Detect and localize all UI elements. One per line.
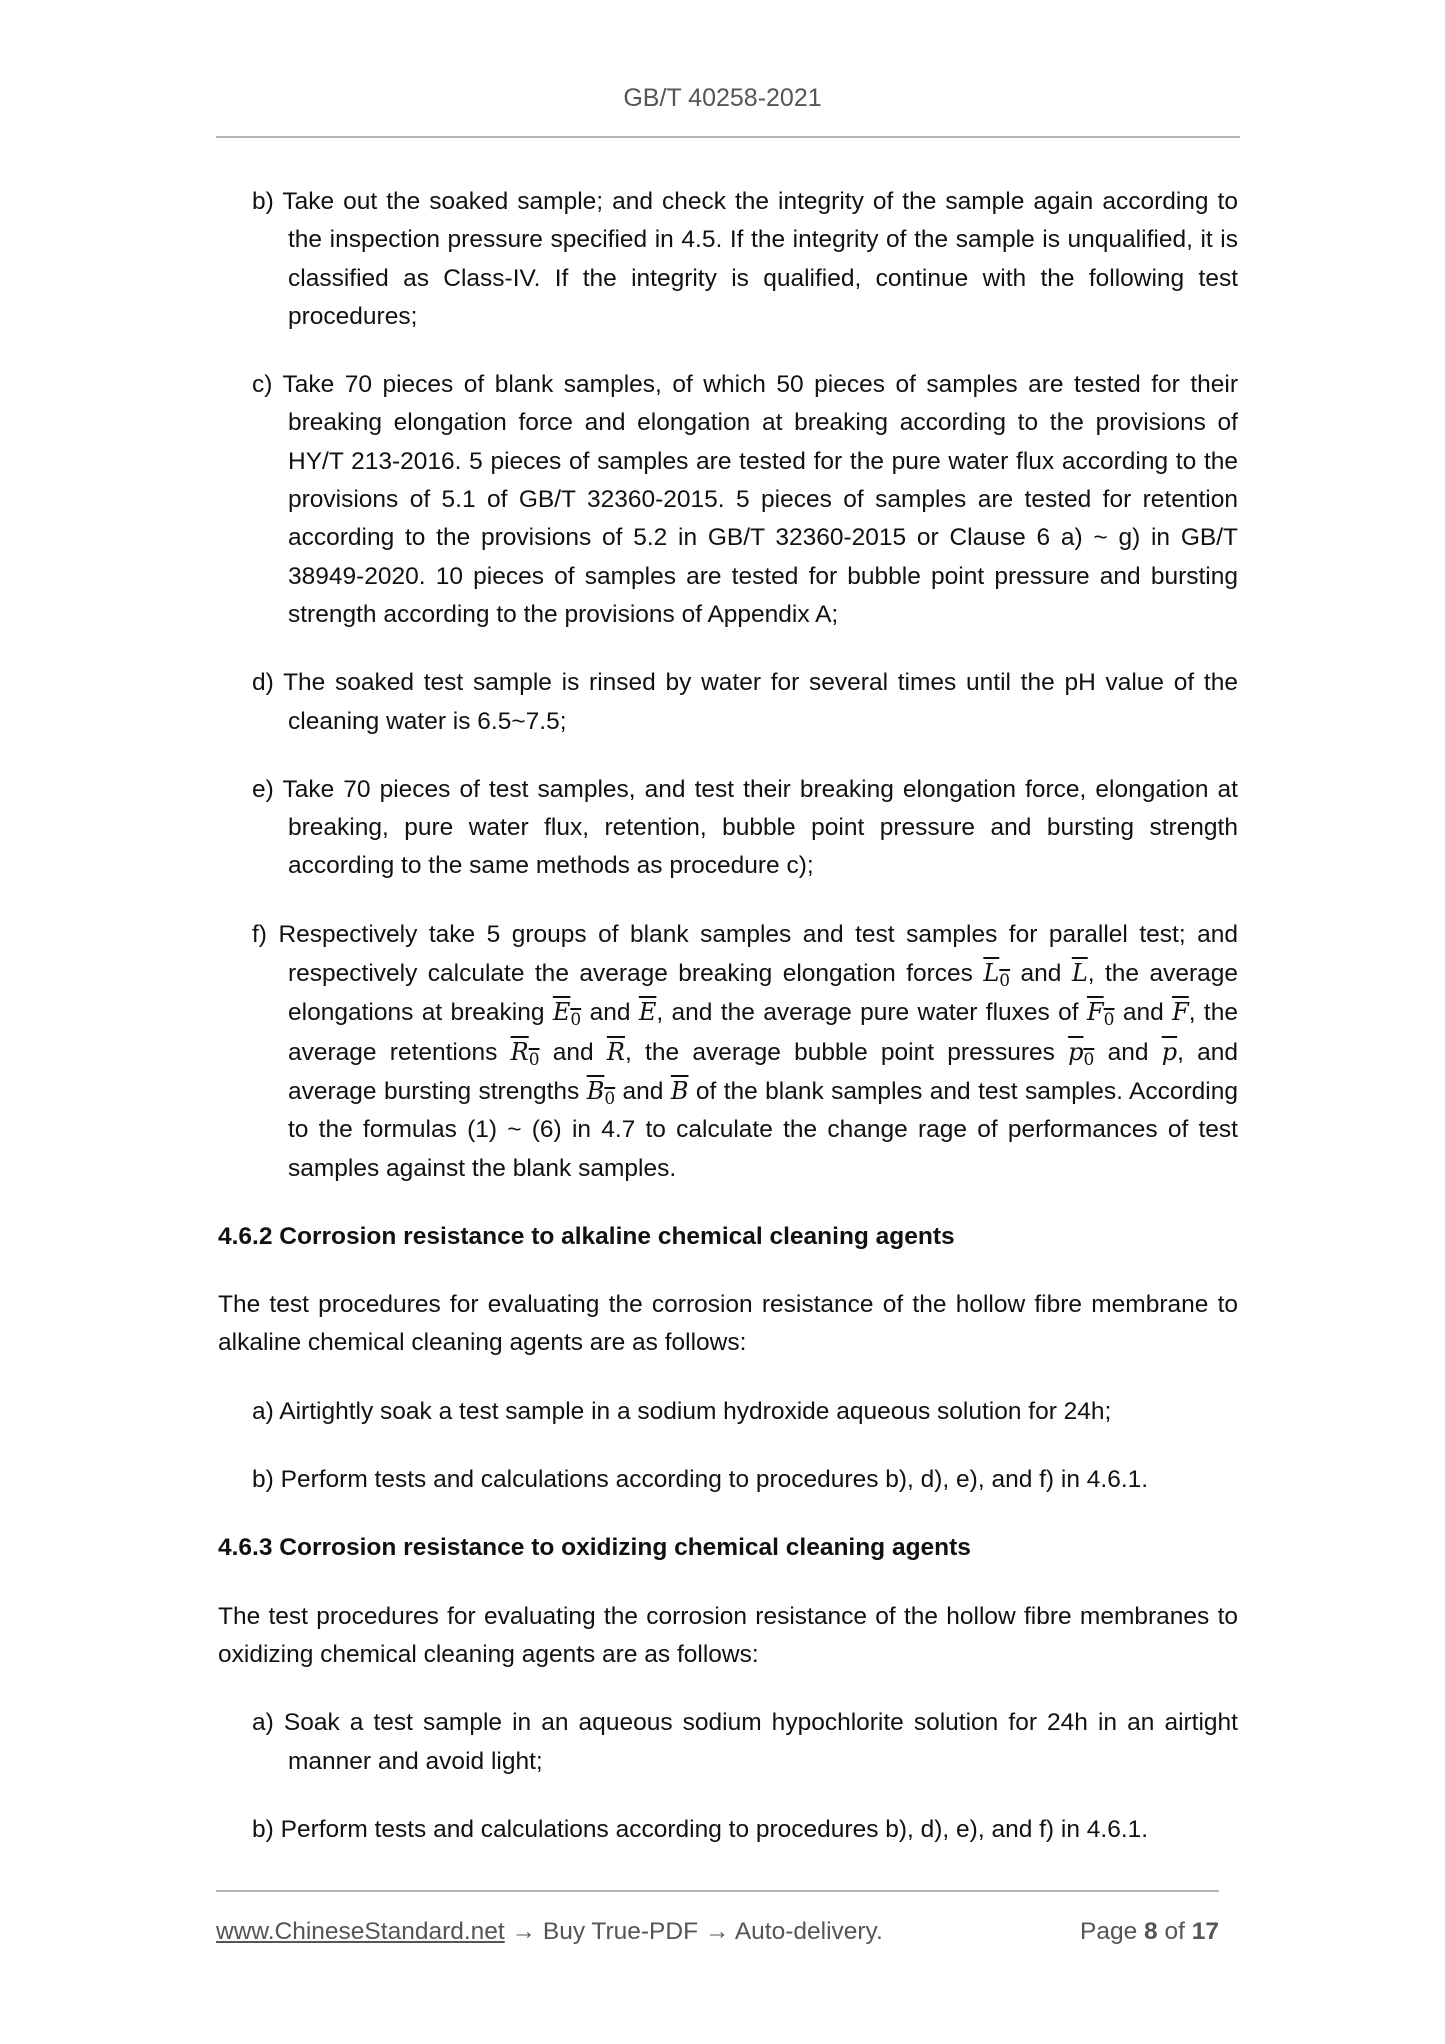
- footer-divider: [216, 1890, 1219, 1892]
- math-R0-bar: $R_0$: [510, 1037, 540, 1070]
- page-number: Page 8 of 17: [1080, 1918, 1219, 1945]
- header-divider: [216, 136, 1240, 138]
- document-code-header: GB/T 40258-2021: [623, 84, 822, 112]
- item-text: Respectively take 5 groups of blank samples and test samples for parallel test; and respectively calculate the average breaking elongation forces: [278, 920, 1238, 988]
- list-item-e: [218, 771, 1238, 886]
- step-4-6-2-b: b) Perform tests and calculations according to procedures b), d), e), and f) in 4.6.1.: [252, 1466, 1149, 1494]
- item-text: Take out the soaked sample; and check the integrity of the sample again according to the inspection pressure specified in 4.5. If the integrity of the sample is unqualified, it is classified as Class-IV. If the integrity is qualified, continue with the following test procedures;: [282, 188, 1238, 330]
- item-text: Take 70 pieces of blank samples, of which 50 pieces of samples are tested for their breaking elongation force and elongation at breaking according to the provisions of HY/T 213-2016. 5 pieces of samples are tested for the pure water flux according to the provisions of 5.1 of GB/T 32360-2015. 5 pieces of samples are tested for retention according to the provisions of 5.2 in GB/T 32360-2015 or Clause 6 a) ~ g) in GB/T 38949-2020. 10 pieces of samples are tested for bubble point pressure and bursting strength according to the provisions of Appendix A;: [282, 371, 1238, 628]
- math-p-bar: $\overline{p}$: [1161, 1037, 1178, 1066]
- section-intro-4-6-2: The test procedures for evaluating the corrosion resistance of the hollow fibre membrane to alkaline chemical cleaning agents are as follows:: [218, 1291, 1238, 1357]
- section-heading-4-6-3: 4.6.3 Corrosion resistance to oxidizing chemical cleaning agents: [218, 1534, 971, 1562]
- math-B0-bar: $B_0$: [586, 1076, 616, 1109]
- item-label: f): [252, 920, 267, 948]
- math-B-bar: $\overline{B}$: [670, 1076, 689, 1105]
- step-4-6-3-b: b) Perform tests and calculations according to procedures b), d), e), and f) in 4.6.1.: [252, 1815, 1149, 1843]
- footer-promo: [216, 1918, 883, 1946]
- math-E0-bar: $E_0$: [552, 998, 582, 1031]
- page-current: 8: [1144, 1918, 1158, 1945]
- item-label: e): [252, 775, 274, 803]
- list-item-b: [218, 183, 1238, 336]
- page-content: [218, 183, 1238, 1879]
- list-item-d: [218, 664, 1238, 741]
- section-heading-4-6-2: 4.6.2 Corrosion resistance to alkaline chemical cleaning agents: [218, 1222, 955, 1250]
- item-text: Take 70 pieces of test samples, and test their breaking elongation force, elongation at breaking, pure water flux, retention, bubble point pressure and bursting strength according to the same methods as procedure c);: [282, 775, 1238, 880]
- math-R-bar: $\overline{R}$: [606, 1037, 625, 1066]
- page-total: 17: [1191, 1918, 1219, 1945]
- list-item-f: f) Respectively take 5 groups of blank samples and test samples for parallel test; and respectively calculate the average breaking elongation forces $L_0$ and $\overline{L}$, the average elongations at breaking $E_0$ and $\overline{E}$, and the average pure water fluxes of $F_0$ and $\overline{F}$, the average retentions $R_0$ and $\overline{R}$, the average bubble point pressures $p_0$ and $\overline{p}$, and average bursting strengths $B_0$ and $\overline{B}$ of the blank samples and test samples. According to the formulas (1) ~ (6) in 4.7 to calculate the change rage of performances of test samples against the blank samples.: [252, 920, 1239, 1182]
- math-E-bar: $\overline{E}$: [638, 998, 657, 1027]
- math-F-bar: $\overline{F}$: [1172, 998, 1189, 1027]
- math-L0-bar: $L_0$: [983, 959, 1011, 992]
- step-4-6-2-a: a) Airtightly soak a test sample in a sodium hydroxide aqueous solution for 24h;: [252, 1397, 1112, 1425]
- step-4-6-3-a: a) Soak a test sample in an aqueous sodium hypochlorite solution for 24h in an airtight manner and avoid light;: [252, 1709, 1238, 1775]
- math-F0-bar: $F_0$: [1086, 998, 1115, 1031]
- list-item-c: [218, 366, 1238, 634]
- section-intro-4-6-3: The test procedures for evaluating the corrosion resistance of the hollow fibre membranes to oxidizing chemical cleaning agents are as follows:: [218, 1602, 1238, 1668]
- item-label: c): [252, 371, 273, 399]
- item-label: d): [252, 669, 274, 697]
- item-text: The soaked test sample is rinsed by water for several times until the pH value of the cleaning water is 6.5~7.5;: [283, 669, 1238, 735]
- chinesestandard-link[interactable]: www.ChineseStandard.net: [216, 1918, 505, 1945]
- math-p0-bar: $p_0$: [1068, 1037, 1095, 1070]
- item-label: b): [252, 188, 274, 215]
- footer-promo-text: → Buy True-PDF → Auto-delivery.: [504, 1918, 883, 1945]
- math-L-bar: $\overline{L}$: [1071, 959, 1088, 988]
